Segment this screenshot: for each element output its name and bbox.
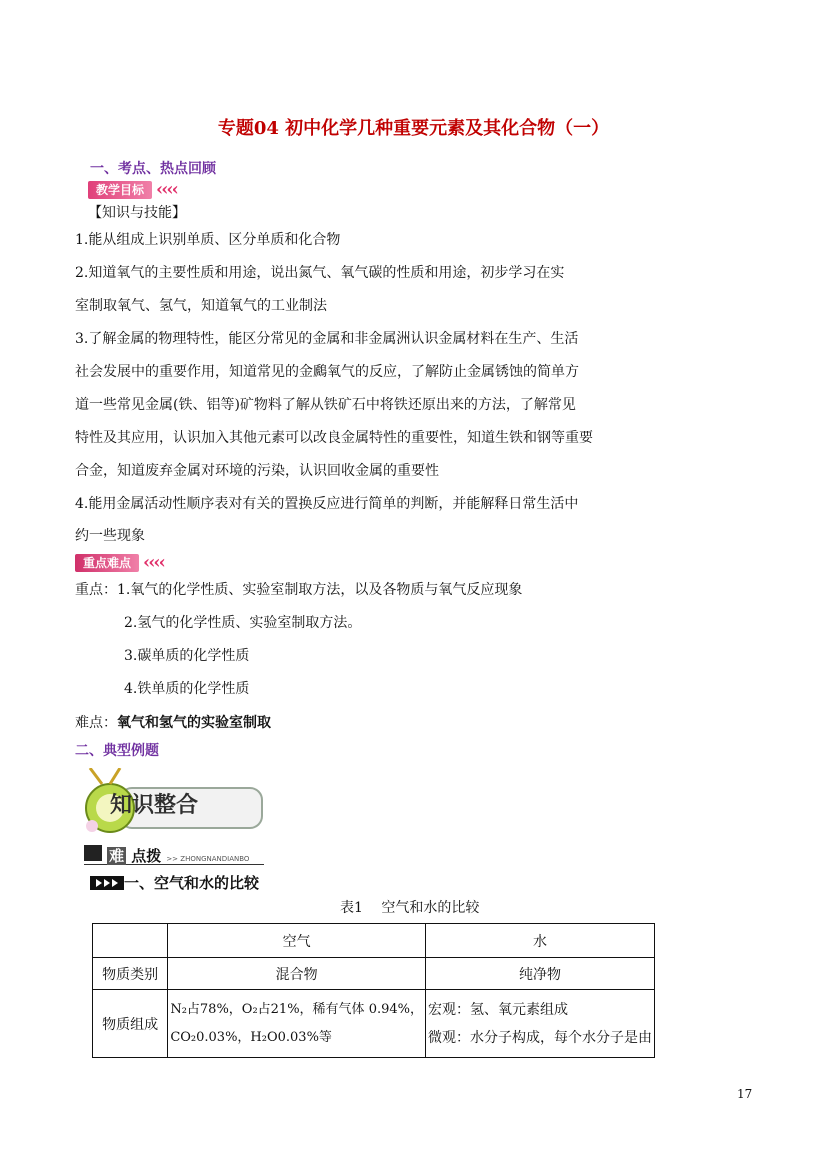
goal-line: 4.能用金属活动性顺序表对有关的置换反应进行简单的判断，并能解释日常生活中	[75, 496, 579, 512]
goal-banner	[88, 181, 177, 199]
section-heading-2: 二、典型例题	[75, 743, 159, 759]
key-point: 1.氧气的化学性质、实验室制取方法，以及各物质与氧气反应现象	[117, 582, 523, 598]
water-composition-line: 宏观：氢、氧元素组成	[428, 1001, 568, 1018]
key-point: 3.碳单质的化学性质	[124, 648, 250, 664]
table-cell: 混合物	[168, 958, 426, 990]
tip-square-icon	[84, 845, 102, 861]
goal-line: 2.知道氧气的主要性质和用途，说出氮气、氧气碳的性质和用途，初步学习在实	[75, 265, 565, 281]
double-arrow-icon	[90, 876, 124, 890]
goal-line: 约一些现象	[75, 528, 145, 544]
goal-line: 3.了解金属的物理特性，能区分常见的金属和非金属洲认识金属材料在生产、生活	[75, 331, 579, 347]
difficulty-row	[75, 713, 271, 733]
chevron-icon: ‹‹‹‹	[156, 179, 177, 200]
subsection-title: 一、空气和水的比较	[124, 874, 260, 892]
tip-subtitle: >> ZHONGNANDIANBO	[166, 855, 250, 863]
goal-line: 室制取氧气、氢气，知道氧气的工业制法	[75, 298, 327, 314]
goal-line: 1.能从组成上识别单质、区分单质和化合物	[75, 232, 341, 248]
page-number: 17	[737, 1087, 753, 1101]
key-banner	[75, 554, 164, 572]
difficulty-text: 氧气和氢气的实验室制取	[117, 715, 271, 731]
tip-label-1: 难	[109, 847, 125, 865]
goal-line: 社会发展中的重要作用，知道常见的金鷉氧气的反应，了解防止金属锈蚀的简单方	[75, 364, 579, 380]
air-composition-line: N₂占78%，O₂占21%，稀有气体 0.94%，	[170, 1001, 423, 1017]
table-caption: 表1 空气和水的比较	[340, 900, 480, 916]
key-prefix: 重点：	[75, 582, 117, 598]
goal-line: 合金，知道废弃金属对环境的污染，认识回收金属的重要性	[75, 463, 439, 479]
section-heading-1: 一、考点、热点回顾	[90, 161, 216, 177]
page-title: 专题04 初中化学几种重要元素及其化合物（一）	[217, 118, 610, 139]
table-cell: 纯净物	[426, 958, 655, 990]
table-header-cell: 空气	[168, 924, 426, 958]
key-badge: 重点难点	[75, 554, 139, 572]
chevron-icon: ‹‹‹‹	[143, 552, 164, 573]
subsection-heading	[90, 872, 259, 893]
table-cell	[168, 990, 426, 1058]
goal-badge: 教学目标	[88, 181, 152, 199]
table-cell	[426, 990, 655, 1058]
key-point: 4.铁单质的化学性质	[124, 681, 250, 697]
air-composition-line: CO₂0.03%，H₂O0.03%等	[170, 1029, 332, 1045]
table-row	[93, 924, 655, 958]
comparison-table	[92, 923, 655, 1058]
table-header-cell: 水	[426, 924, 655, 958]
tip-label-2: 点拨	[131, 847, 162, 865]
goal-line: 道一些常见金属(铁、铝等)矿物料了解从铁矿石中将铁还原出来的方法，了解常见	[75, 397, 576, 413]
key-point: 2.氢气的化学性质、实验室制取方法。	[124, 615, 362, 631]
water-composition-line: 微观：水分子构成，每个水分子是由	[428, 1029, 652, 1046]
knowledge-label: 【知识与技能】	[88, 205, 186, 221]
key-point-row	[75, 580, 522, 600]
goal-line: 特性及其应用，认识加入其他元素可以改良金属特性的重要性，知道生铁和钢等重要	[75, 430, 593, 446]
knowledge-integration-label: 知识整合	[110, 793, 199, 818]
table-cell: 物质类别	[93, 958, 168, 990]
table-row	[93, 958, 655, 990]
table-cell: 物质组成	[93, 990, 168, 1058]
table-cell	[93, 924, 168, 958]
table-row	[93, 990, 655, 1058]
difficulty-prefix: 难点：	[75, 715, 117, 731]
tip-banner	[84, 842, 264, 865]
